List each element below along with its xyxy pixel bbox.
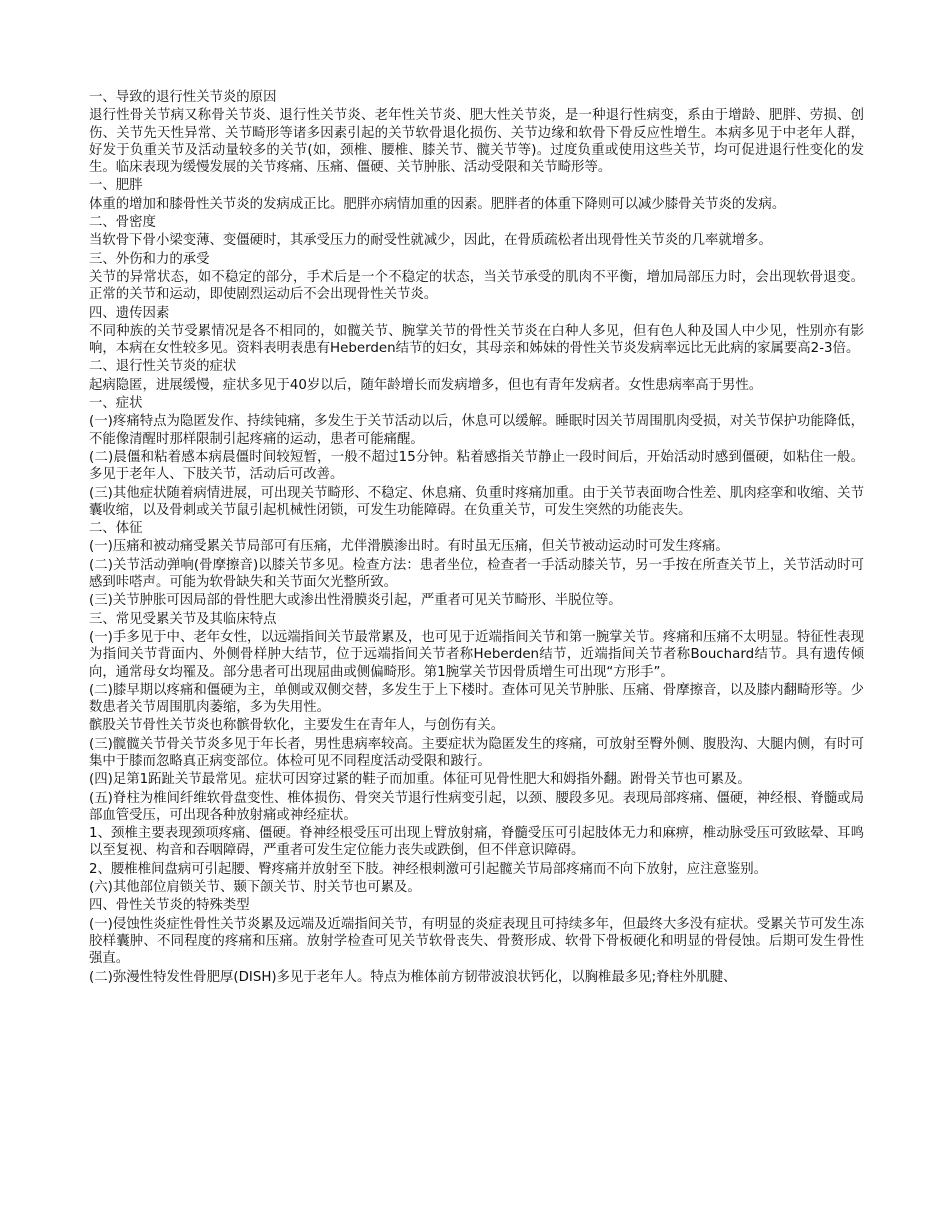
paragraph: (二)膝早期以疼痛和僵硬为主，单侧或双侧交替，多发生于上下楼时。查体可见关节肿胀、压痛、骨摩擦音，以及膝内翻畸形等。少数患者关节周围肌肉萎缩，多为失用性。 [89, 682, 864, 716]
subsection-heading: 三、外伤和力的承受 [89, 251, 210, 267]
paragraph: (三)其他症状随着病情进展，可出现关节畸形、不稳定、休息痛、负重时疼痛加重。由于关节表面吻合性差、肌肉痉挛和收缩、关节囊收缩，以及骨刺或关节鼠引起机械性闭锁，可发生功能障碍。在负重关节，可发生突然的功能丧失。 [89, 485, 864, 518]
document-body [89, 89, 864, 987]
paragraph: 不同种族的关节受累情况是各不相同的，如髋关节、腕掌关节的骨性关节炎在白种人多见，但有色人种及国人中少见，性别亦有影响，本病在女性较多见。资料表明表患有Heberden结节的妇女，其母亲和姊妹的骨性关节炎发病率远比无此病的家属要高2-3倍。 [89, 323, 864, 357]
subsection-heading: 二、骨密度 [89, 215, 156, 231]
section-heading: 二、退行性关节炎的症状 [89, 359, 237, 375]
subsection-heading: 四、遗传因素 [89, 305, 170, 321]
paragraph: 关节的异常状态，如不稳定的部分，手术后是一个不稳定的状态，当关节承受的肌肉不平衡，增加局部压力时，会出现软骨退变。正常的关节和运动，即使剧烈运动后不会出现骨性关节炎。 [89, 269, 864, 303]
paragraph: (一)侵蚀性炎症性骨性关节炎累及远端及近端指间关节，有明显的炎症表现且可持续多年，但最终大多没有症状。受累关节可发生冻胶样囊肿、不同程度的疼痛和压痛。放射学检查可见关节软骨丧失、骨赘形成、软骨下骨板硬化和明显的骨侵蚀。后期可发生骨性强直。 [89, 916, 864, 967]
paragraph: (二)弥漫性特发性骨肥厚(DISH)多见于老年人。特点为椎体前方韧带波浪状钙化，以胸椎最多见;脊柱外肌腱、 [89, 969, 737, 985]
paragraph: (三)关节肿胀可因局部的骨性肥大或渗出性滑膜炎引起，严重者可见关节畸形、半脱位等。 [89, 593, 622, 609]
paragraph: (一)压痛和被动痛受累关节局部可有压痛，尤伴滑膜渗出时。有时虽无压痛，但关节被动运动时可发生疼痛。 [89, 539, 729, 555]
paragraph: (一)手多见于中、老年女性，以远端指间关节最常累及，也可见于近端指间关节和第一腕掌关节。疼痛和压痛不太明显。特征性表现为指间关节背面内、外侧骨样肿大结节，位于远端指间关节者称Heberden结节，近端指间关节者称Bouchard结节。具有遗传倾向，通常母女均罹及。部分患者可出现屈曲或侧偏畸形。第1腕掌关节因骨质增生可出现“方形手”。 [89, 629, 864, 680]
paragraph: 起病隐匿，进展缓慢，症状多见于40岁以后，随年龄增长而发病增多，但也有青年发病者。女性患病率高于男性。 [89, 377, 763, 393]
paragraph: 当软骨下骨小梁变薄、变僵硬时，其承受压力的耐受性就减少，因此，在骨质疏松者出现骨性关节炎的几率就增多。 [89, 233, 772, 249]
subsection-heading: 一、症状 [89, 396, 143, 412]
subsection-heading: 三、常见受累关节及其临床特点 [89, 611, 277, 627]
subsection-heading: 二、体征 [89, 521, 143, 537]
paragraph: 髌股关节骨性关节炎也称髌骨软化，主要发生在青年人，与创伤有关。 [89, 718, 505, 734]
paragraph: 1、颈椎主要表现颈项疼痛、僵硬。脊神经根受压可出现上臂放射痛，脊髓受压可引起肢体无力和麻痹，椎动脉受压可致眩晕、耳鸣以至复视、构音和吞咽障碍，严重者可发生定位能力丧失或跌倒，但不伴意识障碍。 [89, 826, 864, 859]
paragraph: 退行性骨关节病又称骨关节炎、退行性关节炎、老年性关节炎、肥大性关节炎，是一种退行性病变，系由于增龄、肥胖、劳损、创伤、关节先天性异常、关节畸形等诸多因素引起的关节软骨退化损伤、关节边缘和软骨下骨反应性增生。本病多见于中老年人群，好发于负重关节及活动量较多的关节(如，颈椎、腰椎、膝关节、髋关节等)。过度负重或使用这些关节，均可促进退行性变化的发生。临床表现为缓慢发展的关节疼痛、压痛、僵硬、关节肿胀、活动受限和关节畸形等。 [89, 108, 864, 176]
paragraph: (五)脊柱为椎间纤维软骨盘变性、椎体损伤、骨突关节退行性病变引起，以颈、腰段多见。表现局部疼痛、僵硬，神经根、脊髓或局部血管受压，可出现各种放射痛或神经症状。 [89, 790, 864, 823]
section-heading: 四、骨性关节炎的特殊类型 [89, 898, 250, 914]
paragraph: (二)晨僵和粘着感本病晨僵时间较短暂，一般不超过15分钟。粘着感指关节静止一段时间后，开始活动时感到僵硬，如粘住一般。多见于老年人、下肢关节，活动后可改善。 [89, 449, 864, 483]
paragraph: (三)髋髋关节骨关节炎多见于年长者，男性患病率较高。主要症状为隐匿发生的疼痛，可放射至臀外侧、腹股沟、大腿内侧，有时可集中于膝而忽略真正病变部位。体检可见不同程度活动受限和跛行。 [89, 736, 864, 769]
paragraph: (四)足第1跖趾关节最常见。症状可因穿过紧的鞋子而加重。体征可见骨性肥大和姆指外翻。跗骨关节也可累及。 [89, 772, 751, 788]
section-heading: 一、导致的退行性关节炎的原因 [89, 90, 277, 105]
paragraph: 2、腰椎椎间盘病可引起腰、臀疼痛并放射至下肢。神经根刺激可引起髋关节局部疼痛而不向下放射，应注意鉴别。 [89, 861, 768, 877]
paragraph: (二)关节活动弹响(骨摩擦音)以膝关节多见。检查方法：患者坐位，检查者一手活动膝关节，另一手按在所查关节上，关节活动时可感到咔嗒声。可能为软骨缺失和关节面欠光整所致。 [89, 557, 864, 591]
paragraph: (一)疼痛特点为隐匿发作、持续钝痛，多发生于关节活动以后，休息可以缓解。睡眠时因关节周围肌肉受损，对关节保护功能降低，不能像清醒时那样限制引起疼痛的运动，患者可能痛醒。 [89, 414, 864, 447]
subsection-heading: 一、肥胖 [89, 178, 143, 194]
paragraph: 体重的增加和膝骨性关节炎的发病成正比。肥胖亦病情加重的因素。肥胖者的体重下降则可以减少膝骨关节炎的发病。 [89, 196, 786, 212]
paragraph: (六)其他部位肩锁关节、颞下颌关节、肘关节也可累及。 [89, 880, 421, 896]
